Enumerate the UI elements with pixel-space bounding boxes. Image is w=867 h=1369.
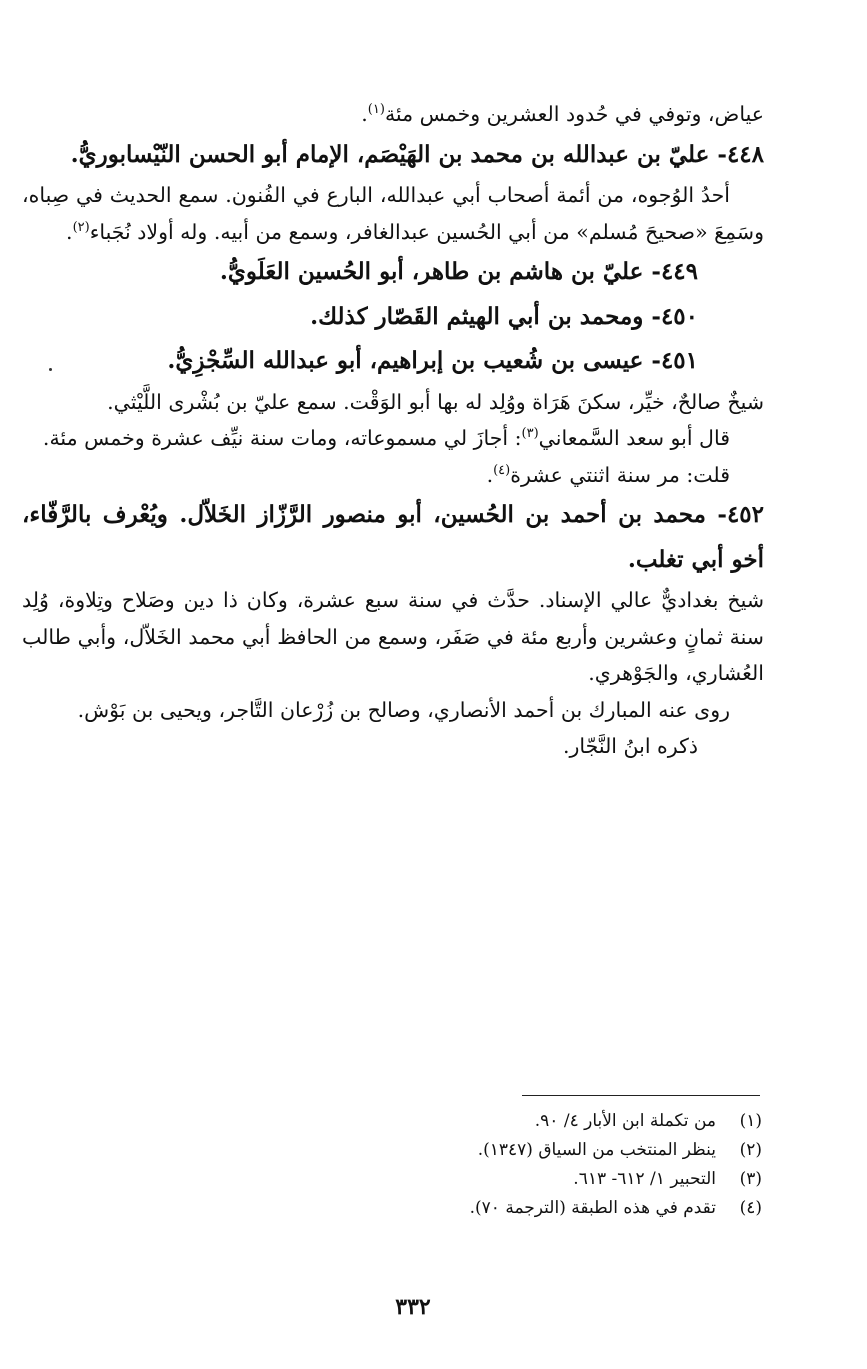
paragraph-text: قال أبو سعد السَّمعاني xyxy=(538,426,730,450)
entry-heading-451: ٤٥١- عيسى بن شُعيب بن إبراهيم، أبو عبدالله السِّجْزِيُّ. xyxy=(167,347,698,374)
paragraph-continuation: عياض، وتوفي في حُدود العشرين وخمس مئة$^{(١)}$. xyxy=(361,102,764,126)
footnote-ref[interactable]: (٤) xyxy=(493,462,511,478)
footnote-text: من تكملة ابن الأبار ٤/ ٩٠. xyxy=(534,1111,716,1131)
paragraph-452-narrators: روى عنه المبارك بن أحمد الأنصاري، وصالح بن زُرْعان التَّاجر، ويحيى بن بَوْش. xyxy=(77,697,730,722)
paragraph-448-bio: أحدُ الوُجوه، من أئمة أصحاب أبي عبدالله، البارع في الفُنون. سمع الحديث في صِباه، وسَمِعَ «صحيحَ مُسلم» من أبي الحُسين عبدالغافر، وسمع من أبيه. وله أولاد نُجَباء$^{(٢)}$. xyxy=(22,183,764,244)
entry-heading-452: ٤٥٢- محمد بن أحمد بن الحُسين، أبو منصور الرَّزّاز الخَلاّل. ويُعْرف بالرَّفّاء، أخو أبي تغلب. xyxy=(22,501,764,573)
footnote-text: ينظر المنتخب من السياق (١٣٤٧). xyxy=(477,1140,716,1160)
footnote-item xyxy=(300,1165,762,1194)
footnote-number: (١) xyxy=(739,1111,762,1131)
paragraph-451-note: قلت: مر سنة اثنتي عشرة$^{(٤)}$. xyxy=(486,462,730,487)
footnote-number: (٤) xyxy=(739,1198,762,1218)
footnote-ref[interactable]: (١) xyxy=(367,102,385,118)
entry-heading-448: ٤٤٨- عليّ بن عبدالله بن محمد بن الهَيْصَم، الإمام أبو الحسن النّيْسابوريُّ. xyxy=(70,140,764,168)
footnote-item xyxy=(300,1107,762,1136)
footnote-ref[interactable]: (٢) xyxy=(72,219,90,235)
page-number: ٣٣٢ xyxy=(395,1294,431,1320)
footnote-text: التحبير ١/ ٦١٢- ٦١٣. xyxy=(573,1169,716,1189)
footnote-number: (٣) xyxy=(739,1169,762,1189)
paragraph-text: : أجازَ لي مسموعاته، ومات سنة نيِّف عشرة وخمس مئة. xyxy=(42,426,522,450)
footnote-number: (٢) xyxy=(739,1140,762,1160)
paragraph-451-quote xyxy=(22,420,764,457)
footnotes xyxy=(300,1107,762,1223)
paragraph-text: عياض، وتوفي في حُدود العشرين وخمس مئة xyxy=(384,102,764,126)
footnote-item xyxy=(300,1194,762,1223)
ink-speck xyxy=(49,368,52,371)
paragraph-451-bio: شيخٌ صالحٌ، خيِّر، سكنَ هَرَاة ووُلِد له بها أبو الوَقْت. سمع عليّ بن بُشْرى اللَّيْثي. xyxy=(107,389,764,414)
paragraph-452-source: ذكره ابنُ النَّجّار. xyxy=(562,734,698,758)
footnote-item xyxy=(300,1136,762,1165)
paragraph-452-bio: شيخ بغداديٌّ عالي الإسناد. حدَّث في سنة سبع عشرة، وكان ذا دين وصَلاح وتِلاوة، وُلِد سنة ثمانٍ وعشرين وأربع مئة في صَفَر، وسمع من الحافظ أبي محمد الخَلاّل، وأبي طالب العُشاري، والجَوْهري. xyxy=(22,588,764,685)
paragraph-text: أحدُ الوُجوه، من أئمة أصحاب أبي عبدالله، البارع في الفُنون. سمع الحديث في صِباه، وسَمِعَ «صحيحَ مُسلم» من أبي الحُسين عبدالغافر، وسمع من أبيه. وله أولاد نُجَباء xyxy=(22,183,764,244)
entry-heading-450: ٤٥٠- ومحمد بن أبي الهيثم القَصّار كذلك. xyxy=(310,302,698,330)
paragraph-text: قلت: مر سنة اثنتي عشرة xyxy=(510,462,730,487)
footnote-ref[interactable]: (٣) xyxy=(521,426,539,442)
main-text xyxy=(22,96,764,765)
footnote-text: تقدم في هذه الطبقة (الترجمة ٧٠). xyxy=(469,1198,716,1218)
footnote-divider xyxy=(522,1095,760,1096)
entry-heading-449: ٤٤٩- عليّ بن هاشم بن طاهر، أبو الحُسين العَلَويُّ. xyxy=(219,258,698,285)
